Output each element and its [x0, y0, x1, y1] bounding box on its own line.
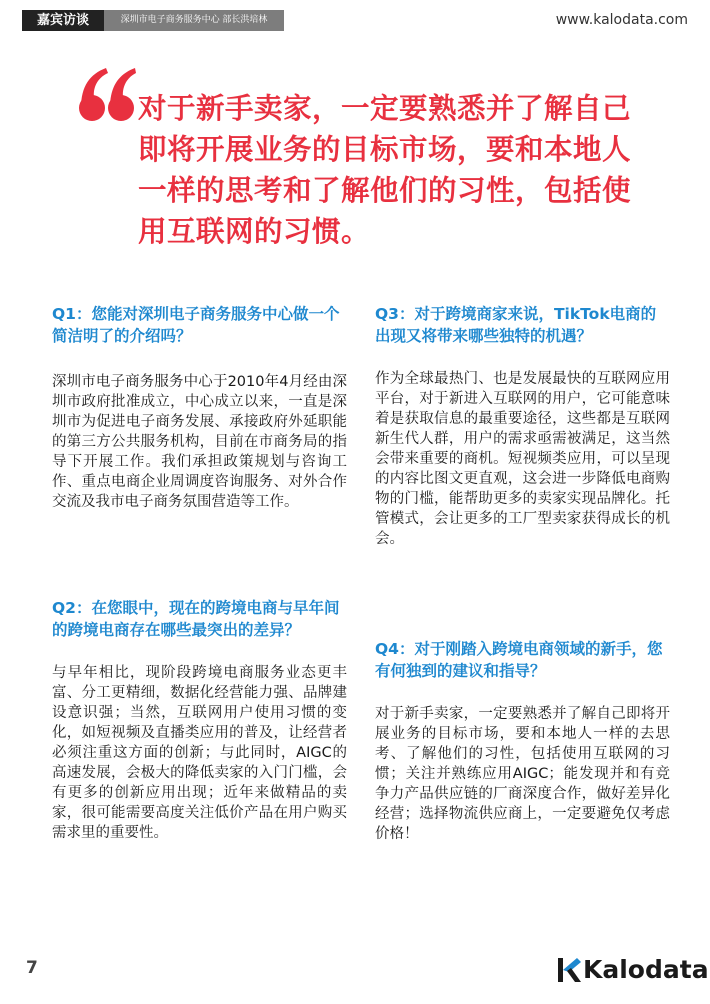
kalodata-logo[interactable] — [557, 955, 709, 985]
page-number: 7 — [26, 958, 38, 978]
question-2: Q2：在您眼中，现在的跨境电商与早年间的跨境电商存在哪些最突出的差异？ — [52, 599, 340, 639]
qa-block-2 — [52, 597, 347, 843]
pull-quote: 对于新手卖家，一定要熟悉并了解自己即将开展业务的目标市场，要和本地人一样的思考和了解他们的习性，包括使用互联网的习惯。 — [138, 92, 632, 248]
question-1: Q1：您能对深圳电子商务服务中心做一个简洁明了的介绍吗？ — [52, 305, 340, 345]
answer-4: 对于新手卖家，一定要熟悉并了解自己即将开展业务的目标市场，要和本地人一样的去思考、了解他们的习性，包括使用互联网的习惯；关注并熟练应用AIGC；能发现并和有竞争力产品供应链的厂商深度合作，做好差异化经营；选择物流供应商上，一定要避免仅考虑价格！ — [375, 706, 670, 842]
qa-block-4 — [375, 638, 670, 844]
section-tag: 嘉宾访谈 — [22, 10, 104, 31]
answer-1: 深圳市电子商务服务中心于2010年4月经由深圳市政府批准成立，中心成立以来，一直是深圳市为促进电子商务发展、承接政府外延职能的第三方公共服务机构，目前在市商务局的指导下开展工作。我们承担政策规划与咨询工作、重点电商企业周调度咨询服务、对外合作交流及我市电子商务氛围营造等工作。 — [52, 374, 347, 510]
qa-block-1 — [52, 303, 347, 512]
guest-subtitle: 深圳市电子商务服务中心 部长洪培林 — [104, 10, 284, 31]
qa-block-3 — [375, 303, 670, 549]
site-url[interactable]: www.kalodata.com — [555, 12, 688, 28]
kalodata-k-icon — [557, 957, 581, 983]
quotation-mark-icon — [78, 64, 136, 124]
question-4: Q4：对于刚踏入跨境电商领域的新手，您有何独到的建议和指导？ — [375, 640, 663, 680]
logo-text: Kalodata — [583, 955, 709, 984]
answer-2: 与早年相比，现阶段跨境电商服务业态更丰富、分工更精细，数据化经营能力强、品牌建设意识强；当然，互联网用户使用习惯的变化，如短视频及直播类应用的普及，让经营者必须注重这方面的创新；与此同时，AIGC的高速发展，会极大的降低卖家的入门门槛，会有更多的创新应用出现；近年来做精品的卖家，很可能需要高度关注低价产品在用户购买需求里的重要性。 — [52, 665, 347, 841]
answer-3: 作为全球最热门、也是发展最快的互联网应用平台，对于新进入互联网的用户，它可能意味着是获取信息的最重要途径，这些都是互联网新生代人群，用户的需求亟需被满足，这当然会带来重要的商机。短视频类应用，可以呈现的内容比图文更直观，这会进一步降低电商购物的门槛，能帮助更多的卖家实现品牌化。托管模式，会让更多的工厂型卖家获得成长的机会。 — [375, 371, 670, 547]
question-3: Q3：对于跨境商家来说，TikTok电商的出现又将带来哪些独特的机遇？ — [375, 305, 657, 345]
